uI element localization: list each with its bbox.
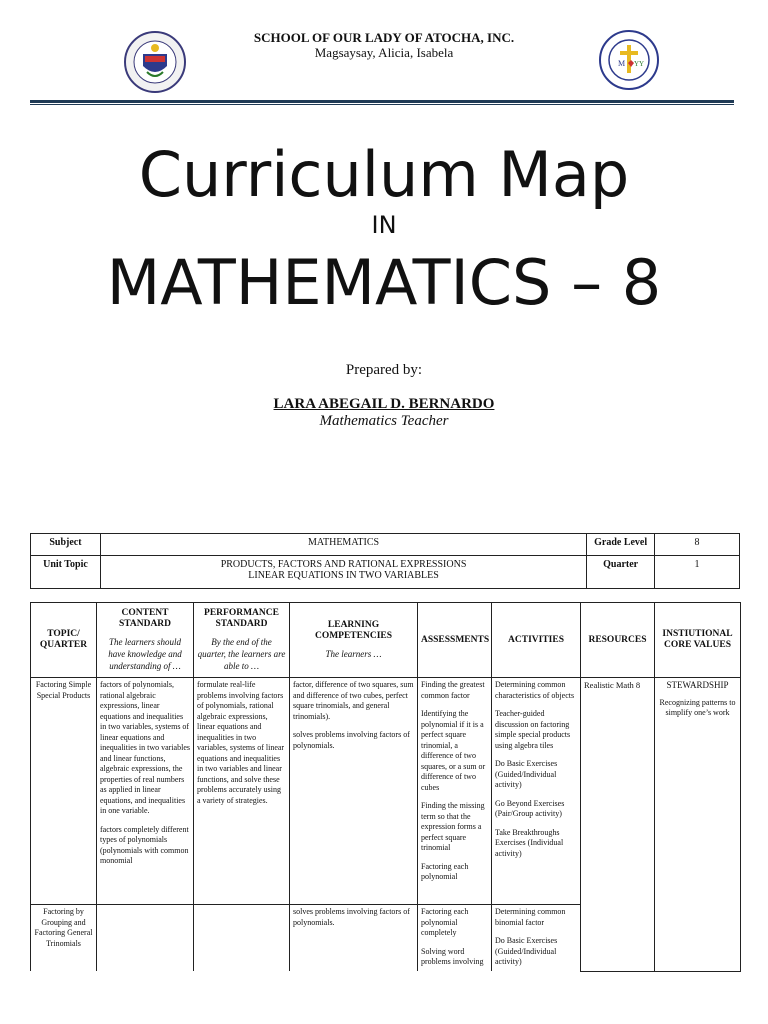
topic-cell: Factoring by Grouping and Factoring General Trinomials	[31, 905, 97, 972]
header-content-standard	[97, 603, 194, 678]
header-content-title: CONTENT STANDARD	[118, 608, 172, 629]
topic-cell: Factoring Simple Special Products	[31, 678, 97, 905]
content-standard-cell	[97, 905, 194, 972]
assessment-text: Factoring each polynomial	[421, 861, 469, 881]
unit-topic-line-2: LINEAR EQUATIONS IN TWO VARIABLES	[248, 570, 439, 581]
activity-text: Determining common binomial factor	[495, 907, 566, 927]
assessment-text: Identifying the polynomial if it is a perfect square trinomial, a difference of two squares, or a sum or difference of two cubes	[421, 709, 486, 792]
assessment-text: Finding the missing term so that the expression forms a perfect square trinomial	[421, 801, 485, 852]
header-learning-sub: The learners …	[325, 649, 382, 659]
activity-text: Do Basic Exercises (Guided/Individual activity)	[495, 936, 558, 966]
quarter-value: 1	[655, 556, 740, 589]
activities-cell	[492, 905, 581, 972]
unit-topic-label: Unit Topic	[31, 556, 101, 589]
core-value-description: Recognizing patterns to simplify one’s work	[659, 697, 736, 717]
header-assessments: ASSESSMENTS	[418, 603, 492, 678]
unit-topic-value	[100, 556, 586, 589]
activity-text: Do Basic Exercises (Guided/Individual activity)	[495, 759, 558, 789]
table-row	[31, 678, 741, 905]
activity-text: Teacher-guided discussion on factoring simple special products using algebra tiles	[495, 709, 571, 750]
activity-text: Go Beyond Exercises (Pair/Group activity)	[495, 798, 565, 818]
performance-standard-cell: formulate real-life problems involving factors of polynomials, rational algebraic expressions, linear equations and inequalities in two variables, systems of linear equations and inequalities in two variables and linear functions, and solve these problems accurately using a variety of strategies.	[194, 678, 290, 905]
content-standard-cell	[97, 678, 194, 905]
activity-text: Take Breakthroughs Exercises (Individual activity)	[495, 827, 564, 858]
header-core-values: INSTIUTIONAL CORE VALUES	[655, 603, 741, 678]
assessment-text: Factoring each polynomial completely	[421, 907, 469, 937]
learning-competencies-cell: solves problems involving factors of polynomials.	[290, 905, 418, 972]
quarter-label: Quarter	[587, 556, 655, 589]
svg-text:YY: YY	[634, 60, 645, 68]
unit-topic-line-1: PRODUCTS, FACTORS AND RATIONAL EXPRESSIONS	[220, 559, 467, 570]
school-name: SCHOOL OF OUR LADY OF ATOCHA, INC.	[253, 30, 515, 45]
header-content-sub: The learners should have knowledge and understanding of …	[108, 637, 182, 671]
assessments-cell	[418, 905, 492, 972]
curriculum-map-table	[30, 602, 741, 972]
activities-cell	[492, 678, 581, 905]
performance-standard-cell	[194, 905, 290, 972]
assessment-text: Finding the greatest common factor	[421, 680, 485, 700]
header-resources: RESOURCES	[581, 603, 655, 678]
subject-title: MATHEMATICS – 8	[106, 246, 662, 319]
header-divider-thin	[30, 104, 734, 105]
activity-text: Determining common characteristics of objects	[495, 680, 575, 700]
learning-competencies-cell	[290, 678, 418, 905]
grade-level-value: 8	[655, 534, 740, 556]
header-divider	[30, 100, 734, 103]
core-value-name: STEWARDSHIP	[666, 680, 729, 690]
content-standard-text: factors of polynomials, rational algebraic expressions, linear equations and inequalities in two variables, systems of linear equations and inequalities in two variables and linear functions, algebraic expressions, the properties of real numbers as applied in linear equations, and inequalities in one variable.	[100, 680, 190, 815]
grade-level-label: Grade Level	[587, 534, 655, 556]
learning-competency-text: solves problems involving factors of polynomials.	[293, 730, 410, 750]
content-standard-text: factors completely different types of polynomials (polynomials with common monomial	[100, 824, 189, 865]
subject-info-table	[30, 533, 740, 589]
school-address: Magsaysay, Alicia, Isabela	[314, 45, 454, 60]
header-activities: ACTIVITIES	[492, 603, 581, 678]
header-learning-competencies	[290, 603, 418, 678]
prepared-by-label: Prepared by:	[345, 362, 423, 378]
header-topic: TOPIC/ QUARTER	[31, 603, 97, 678]
assessments-cell	[418, 678, 492, 905]
author-role: Mathematics Teacher	[319, 413, 449, 429]
author-name: LARA ABEGAIL D. BERNARDO	[273, 396, 495, 412]
header-learning-title: LEARNING COMPETENCIES	[314, 620, 393, 641]
subject-label: Subject	[31, 534, 101, 556]
learning-competency-text: factor, difference of two squares, sum and difference of two cubes, perfect square trinomials, and general trinomials).	[293, 680, 414, 721]
resources-cell: Realistic Math 8	[581, 678, 655, 972]
document-title: Curriculum Map	[138, 138, 630, 211]
subject-value: MATHEMATICS	[100, 534, 586, 556]
title-connector: IN	[371, 211, 397, 239]
header-performance-standard	[194, 603, 290, 678]
svg-text:M: M	[618, 59, 626, 68]
assessment-text: Solving word problems involving	[421, 946, 484, 966]
core-values-cell	[655, 678, 741, 972]
header-performance-title: PERFORMANCE STANDARD	[204, 608, 279, 629]
header-performance-sub: By the end of the quarter, the learners are able to …	[197, 637, 286, 671]
